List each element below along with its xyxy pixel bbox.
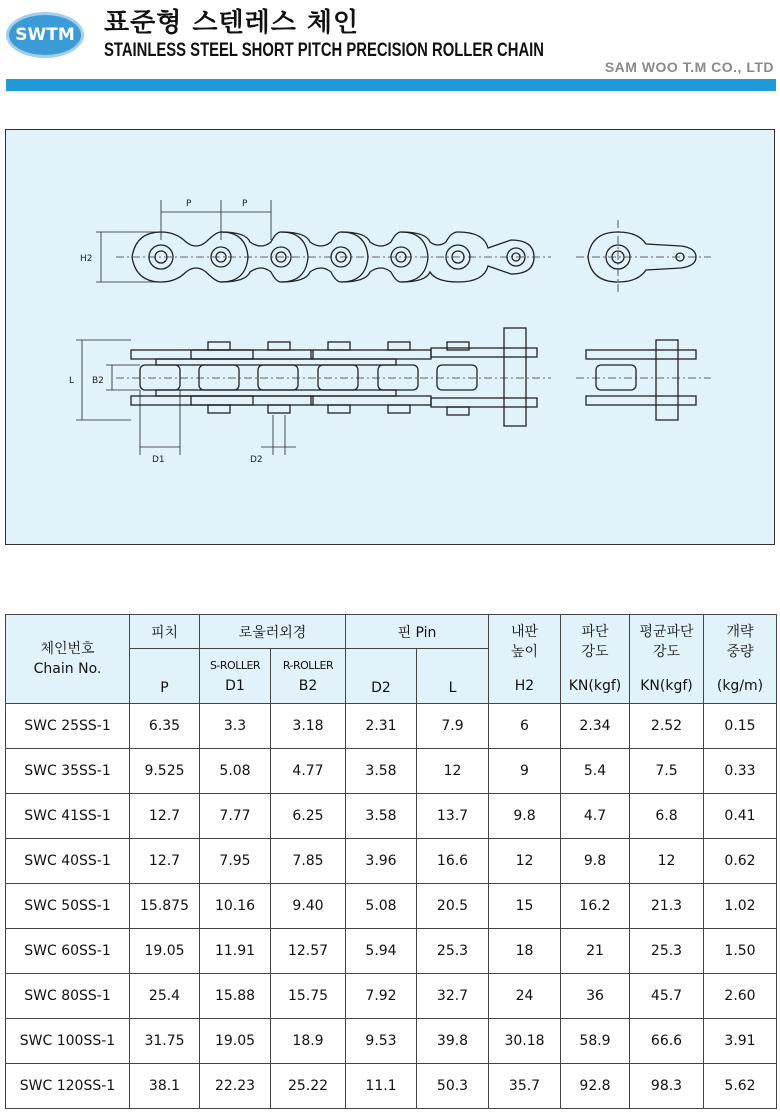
header-pitch: 피치 [130, 615, 200, 649]
table-header-row-1 [6, 615, 777, 649]
table-row [6, 884, 777, 929]
table-cell: 4.77 [271, 749, 346, 794]
table-cell: 5.08 [346, 884, 417, 929]
table-cell: 1.50 [704, 929, 777, 974]
cell-chain-no: SWC 80SS-1 [6, 974, 130, 1019]
table-cell: 16.2 [561, 884, 630, 929]
table-cell: 3.96 [346, 839, 417, 884]
dim-label-l: L [69, 376, 75, 386]
cell-chain-no: SWC 40SS-1 [6, 839, 130, 884]
table-cell: 7.95 [200, 839, 271, 884]
table-cell: 0.33 [704, 749, 777, 794]
table-cell: 2.52 [630, 704, 704, 749]
table-cell: 2.34 [561, 704, 630, 749]
header-pin: 핀 Pin [346, 615, 489, 649]
table-cell: 21.3 [630, 884, 704, 929]
table-cell: 1.02 [704, 884, 777, 929]
table-cell: 0.15 [704, 704, 777, 749]
table-cell: 9 [489, 749, 561, 794]
table-cell: 12 [417, 749, 489, 794]
dim-label-b2: B2 [92, 376, 104, 386]
cell-chain-no: SWC 120SS-1 [6, 1064, 130, 1109]
table-cell: 15.875 [130, 884, 200, 929]
table-cell: 9.525 [130, 749, 200, 794]
table-cell: 12.7 [130, 794, 200, 839]
table-cell: 25.3 [630, 929, 704, 974]
table-cell: 12.7 [130, 839, 200, 884]
table-cell: 6.8 [630, 794, 704, 839]
table-cell: 25.4 [130, 974, 200, 1019]
table-cell: 20.5 [417, 884, 489, 929]
table-row [6, 794, 777, 839]
header-average-strength: 평균파단 강도 KN(kgf) [630, 615, 704, 704]
table-cell: 36 [561, 974, 630, 1019]
table-row [6, 1064, 777, 1109]
table-cell: 15 [489, 884, 561, 929]
table-cell: 24 [489, 974, 561, 1019]
header-rule [6, 79, 776, 91]
table-cell: 10.16 [200, 884, 271, 929]
table-cell: 6.35 [130, 704, 200, 749]
table-cell: 7.85 [271, 839, 346, 884]
cell-chain-no: SWC 41SS-1 [6, 794, 130, 839]
table-row [6, 929, 777, 974]
table-cell: 18.9 [271, 1019, 346, 1064]
table-cell: 21 [561, 929, 630, 974]
table-row [6, 704, 777, 749]
header-s-roller: S-ROLLER D1 [200, 649, 271, 704]
table-cell: 3.3 [200, 704, 271, 749]
cell-chain-no: SWC 35SS-1 [6, 749, 130, 794]
table-cell: 25.3 [417, 929, 489, 974]
table-cell: 92.8 [561, 1064, 630, 1109]
table-cell: 5.94 [346, 929, 417, 974]
table-row [6, 839, 777, 884]
table-cell: 11.91 [200, 929, 271, 974]
table-cell: 0.41 [704, 794, 777, 839]
table-body [6, 704, 777, 1109]
spec-table [5, 614, 777, 1109]
table-cell: 7.77 [200, 794, 271, 839]
table-cell: 13.7 [417, 794, 489, 839]
table-cell: 31.75 [130, 1019, 200, 1064]
header-r-roller: R-ROLLER B2 [271, 649, 346, 704]
table-cell: 22.23 [200, 1064, 271, 1109]
header-plate-height: 내판 높이 H2 [489, 615, 561, 704]
table-cell: 16.6 [417, 839, 489, 884]
table-cell: 38.1 [130, 1064, 200, 1109]
cell-chain-no: SWC 100SS-1 [6, 1019, 130, 1064]
dim-label-h2: H2 [80, 254, 93, 264]
table-cell: 25.22 [271, 1064, 346, 1109]
chain-diagram-panel [5, 129, 775, 545]
table-cell: 45.7 [630, 974, 704, 1019]
table-cell: 9.40 [271, 884, 346, 929]
cell-chain-no: SWC 50SS-1 [6, 884, 130, 929]
company-name: SAM WOO T.M CO., LTD [604, 59, 774, 75]
table-cell: 6 [489, 704, 561, 749]
table-cell: 50.3 [417, 1064, 489, 1109]
table-cell: 66.6 [630, 1019, 704, 1064]
table-cell: 2.31 [346, 704, 417, 749]
header-breaking-strength: 파단 강도 KN(kgf) [561, 615, 630, 704]
company-logo [6, 12, 84, 58]
cell-chain-no: SWC 60SS-1 [6, 929, 130, 974]
table-cell: 18 [489, 929, 561, 974]
page-title-english: STAINLESS STEEL SHORT PITCH PRECISION ROLLER CHAIN [104, 40, 544, 61]
chain-diagram [6, 130, 776, 546]
table-cell: 3.91 [704, 1019, 777, 1064]
table-cell: 19.05 [200, 1019, 271, 1064]
logo-text: SWTM [15, 25, 75, 45]
table-cell: 32.7 [417, 974, 489, 1019]
table-cell: 98.3 [630, 1064, 704, 1109]
dim-label-p2: P [242, 199, 248, 209]
cell-chain-no: SWC 25SS-1 [6, 704, 130, 749]
table-cell: 30.18 [489, 1019, 561, 1064]
table-cell: 35.7 [489, 1064, 561, 1109]
header-chain-no: 체인번호 Chain No. [6, 615, 130, 704]
header-pitch-symbol: P [130, 649, 200, 704]
table-cell: 3.58 [346, 794, 417, 839]
table-cell: 7.5 [630, 749, 704, 794]
table-cell: 39.8 [417, 1019, 489, 1064]
table-cell: 2.60 [704, 974, 777, 1019]
table-row [6, 749, 777, 794]
dim-label-d1: D1 [152, 455, 165, 465]
table-cell: 15.75 [271, 974, 346, 1019]
page-title-korean: 표준형 스텐레스 체인 [104, 8, 360, 38]
table-cell: 9.8 [561, 839, 630, 884]
table-cell: 5.4 [561, 749, 630, 794]
header-pin-l: L [417, 649, 489, 704]
table-cell: 9.53 [346, 1019, 417, 1064]
table-cell: 12 [630, 839, 704, 884]
table-row [6, 974, 777, 1019]
table-cell: 6.25 [271, 794, 346, 839]
table-cell: 5.62 [704, 1064, 777, 1109]
header-pin-d2: D2 [346, 649, 417, 704]
dim-label-d2: D2 [250, 455, 263, 465]
table-cell: 7.92 [346, 974, 417, 1019]
header-weight: 개략 중량 (kg/m) [704, 615, 777, 704]
table-cell: 19.05 [130, 929, 200, 974]
table-cell: 0.62 [704, 839, 777, 884]
table-cell: 9.8 [489, 794, 561, 839]
table-cell: 11.1 [346, 1064, 417, 1109]
table-cell: 7.9 [417, 704, 489, 749]
table-row [6, 1019, 777, 1064]
table-cell: 5.08 [200, 749, 271, 794]
table-cell: 12.57 [271, 929, 346, 974]
table-cell: 12 [489, 839, 561, 884]
header-roller: 로울러외경 [200, 615, 346, 649]
table-cell: 58.9 [561, 1019, 630, 1064]
dim-label-p1: P [186, 199, 192, 209]
table-cell: 3.18 [271, 704, 346, 749]
table-cell: 15.88 [200, 974, 271, 1019]
table-cell: 4.7 [561, 794, 630, 839]
table-cell: 3.58 [346, 749, 417, 794]
